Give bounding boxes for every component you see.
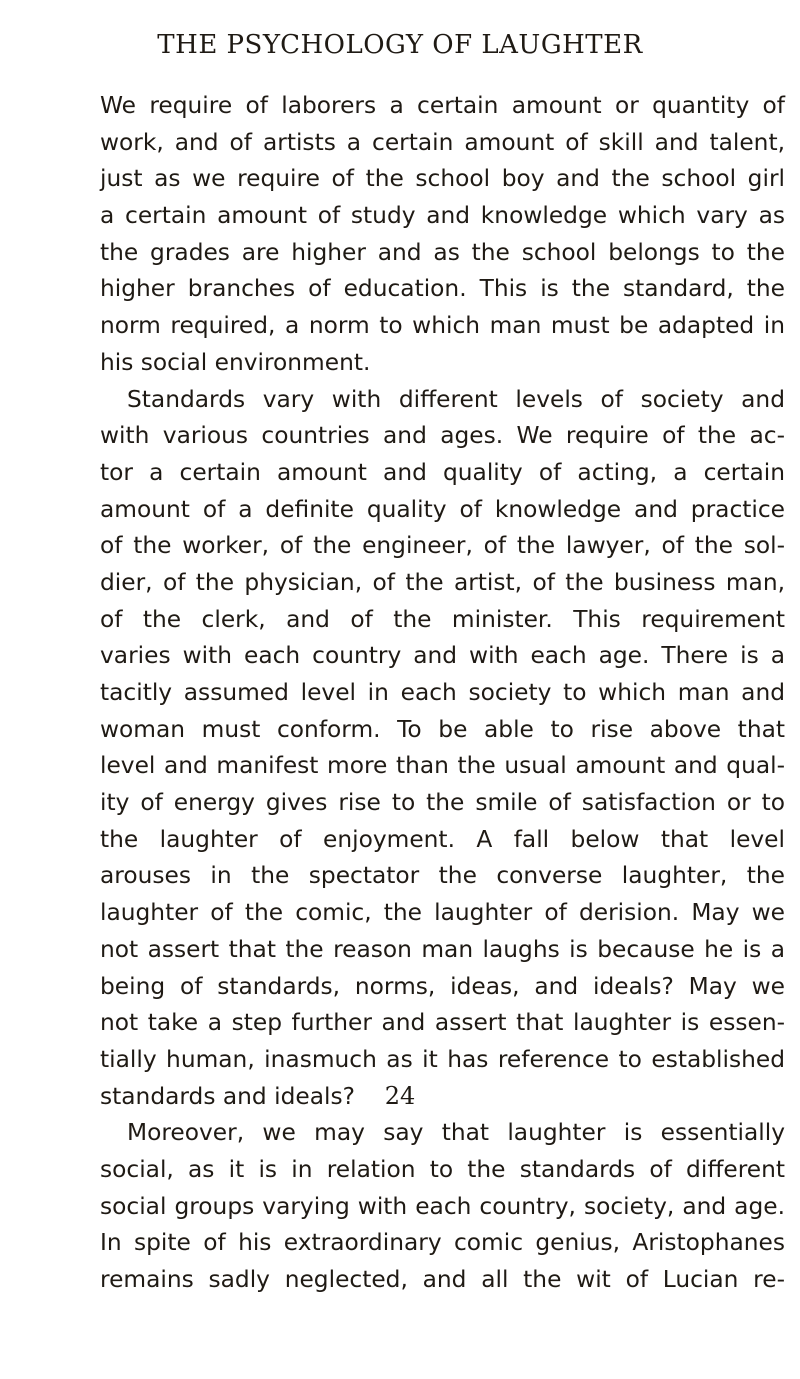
- text-line: standards and ideals?: [100, 1082, 355, 1110]
- text-line: the grades are higher and as the school belongs to the: [100, 238, 785, 266]
- text-line: arouses in the spectator the converse laughter, the: [100, 862, 785, 890]
- text-line: remains sadly neglected, and all the wit of Lucian re-: [100, 1266, 785, 1293]
- text-line: amount of a definite quality of knowledge and practice: [100, 495, 785, 523]
- text-line: with various countries and ages. We require of the ac-: [100, 422, 785, 450]
- text-line: his social environment.: [100, 348, 371, 376]
- page-number: 24: [384, 1082, 416, 1110]
- text-line: being of standards, norms, ideas, and ideals? May we: [100, 972, 785, 1000]
- text-line: norm required, a norm to which man must be adapted in: [100, 312, 785, 340]
- text-line: not take a step further and assert that laughter is essen-: [100, 1009, 785, 1037]
- text-line: laughter of the comic, the laughter of derision. May we: [100, 899, 785, 927]
- running-head-title: THE PSYCHOLOGY OF LAUGHTER: [157, 30, 643, 60]
- text-line: level and manifest more than the usual amount and qual-: [100, 752, 785, 780]
- body-text: [100, 88, 785, 1299]
- text-line: We require of laborers a certain amount or quantity of: [100, 92, 785, 119]
- text-line: tor a certain amount and quality of acting, a certain: [100, 458, 785, 486]
- paragraph-3: [100, 1115, 785, 1298]
- paragraph-2: [100, 382, 785, 1116]
- text-line: higher branches of education. This is the standard, the: [100, 275, 785, 303]
- text-line: tacitly assumed level in each society to which man and: [100, 679, 785, 706]
- text-line: the laughter of enjoyment. A fall below that level: [100, 825, 785, 853]
- text-line: dier, of the physician, of the artist, of the business man,: [100, 568, 785, 596]
- text-line: of the clerk, and of the minister. This requirement: [100, 605, 785, 633]
- text-line: In spite of his extraordinary comic genius, Aristophanes: [100, 1229, 785, 1257]
- text-line: Standards vary with different levels of society and: [127, 385, 785, 413]
- text-line: ity of energy gives rise to the smile of satisfaction or to: [100, 789, 785, 817]
- text-line: social groups varying with each country, society, and age.: [100, 1192, 785, 1220]
- text-line: tially human, inasmuch as it has reference to established: [100, 1045, 785, 1073]
- text-line: work, and of artists a certain amount of skill and talent,: [100, 128, 785, 156]
- paragraph-1: [100, 88, 785, 382]
- text-line: woman must conform. To be able to rise above that: [100, 715, 785, 743]
- text-line: social, as it is in relation to the standards of different: [100, 1155, 785, 1183]
- text-line: of the worker, of the engineer, of the lawyer, of the sol-: [100, 532, 785, 560]
- text-line: a certain amount of study and knowledge which vary as: [100, 202, 785, 230]
- text-line: just as we require of the school boy and the school girl: [100, 165, 785, 193]
- text-line: Moreover, we may say that laughter is essentially: [127, 1119, 785, 1147]
- text-line: varies with each country and with each age. There is a: [100, 642, 785, 670]
- text-line: not assert that the reason man laughs is because he is a: [100, 935, 785, 963]
